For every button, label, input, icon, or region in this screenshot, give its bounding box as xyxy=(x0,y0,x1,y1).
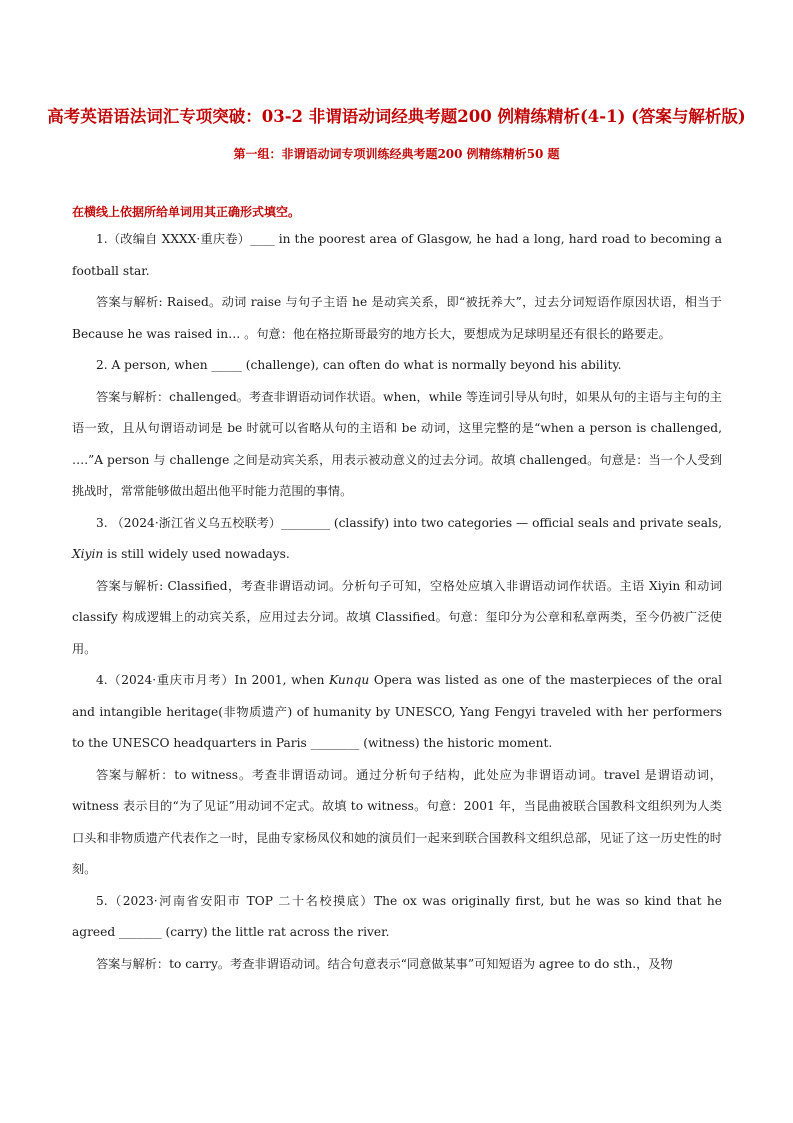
page-title: 高考英语语法词汇专项突破：03-2 非谓语动词经典考题200 例精练精析(4-1) (答案与解析版) xyxy=(47,107,746,126)
question-4 xyxy=(72,665,722,760)
instruction: 在横线上依据所给单词用其正确形式填空。 xyxy=(72,205,301,219)
question-list xyxy=(72,224,722,980)
question-4-italic: Kunqu xyxy=(329,673,370,687)
answer-1: 答案与解析: Raised。动词 raise 与句子主语 he 是动宾关系，即“被抚养大”，过去分词短语作原因状语，相当于 Because he was raised in… 。句意：他在格拉斯哥最穷的地方长大，要想成为足球明星还有很长的路要走。 xyxy=(72,295,722,341)
question-4-text: 4.（2024·重庆市月考）In 2001, when xyxy=(96,673,330,687)
question-3 xyxy=(72,508,722,571)
question-3-italic: Xiyin xyxy=(72,547,104,561)
question-4-text-end: Opera was listed as one of the masterpieces of the oral and intangible heritage(非物质遗产) of humanity by UNESCO, Yang Fengyi traveled with her performers to the UNESCO headquarters in Paris ________ (witness) the historic moment. xyxy=(72,673,722,750)
answer-2: 答案与解析：challenged。考查非谓语动词作状语。when，while 等连词引导从句时，如果从句的主语与主句的主语一致，且从句谓语动词是 be 时就可以省略从句的主语和 be 动词，这里完整的是“when a person is challenged, ….”A person 与 challenge 之间是动宾关系，用表示被动意义的过去分词。故填 challenged。句意是：当一个人受到挑战时，常常能够做出超出他平时能力范围的事情。 xyxy=(72,389,723,498)
question-5: 5.（2023·河南省安阳市 TOP 二十名校摸底）The ox was originally first, but he was so kind that he agreed _______ (carry) the little rat across the river. xyxy=(72,893,722,939)
answer-5: 答案与解析：to carry。考查非谓语动词。结合句意表示“同意做某事”可知短语为 agree to do sth.，及物 xyxy=(96,956,673,971)
question-3-text-end: is still widely used nowadays. xyxy=(103,547,290,561)
answer-4: 答案与解析：to witness。考查非谓语动词。通过分析句子结构，此处应为非谓语动词。travel 是谓语动词，witness 表示目的“为了见证”用动词不定式。故填 to witness。句意：2001 年，当昆曲被联合国教科文组织列为人类口头和非物质遗产代表作之一时，昆曲专家杨凤仪和她的演员们一起来到联合国教科文组织总部，见证了这一历史性的时刻。 xyxy=(72,767,722,876)
question-1: 1.（改编自 XXXX·重庆卷）____ in the poorest area of Glasgow, he had a long, hard road to becoming a football star. xyxy=(72,232,722,278)
question-3-text: 3. （2024·浙江省义乌五校联考）________ (classify) into two categories — official seals and private seals, xyxy=(96,515,722,530)
answer-3: 答案与解析: Classified，考查非谓语动词。分析句子可知，空格处应填入非谓语动词作状语。主语 Xiyin 和动词 classify 构成逻辑上的动宾关系，应用过去分词。故填 Classified。句意：玺印分为公章和私章两类，至今仍被广泛使用。 xyxy=(72,578,722,656)
question-2: 2. A person, when _____ (challenge), can often do what is normally beyond his ability. xyxy=(96,358,622,372)
page-subtitle: 第一组：非谓语动词专项训练经典考题200 例精练精析50 题 xyxy=(233,147,560,161)
